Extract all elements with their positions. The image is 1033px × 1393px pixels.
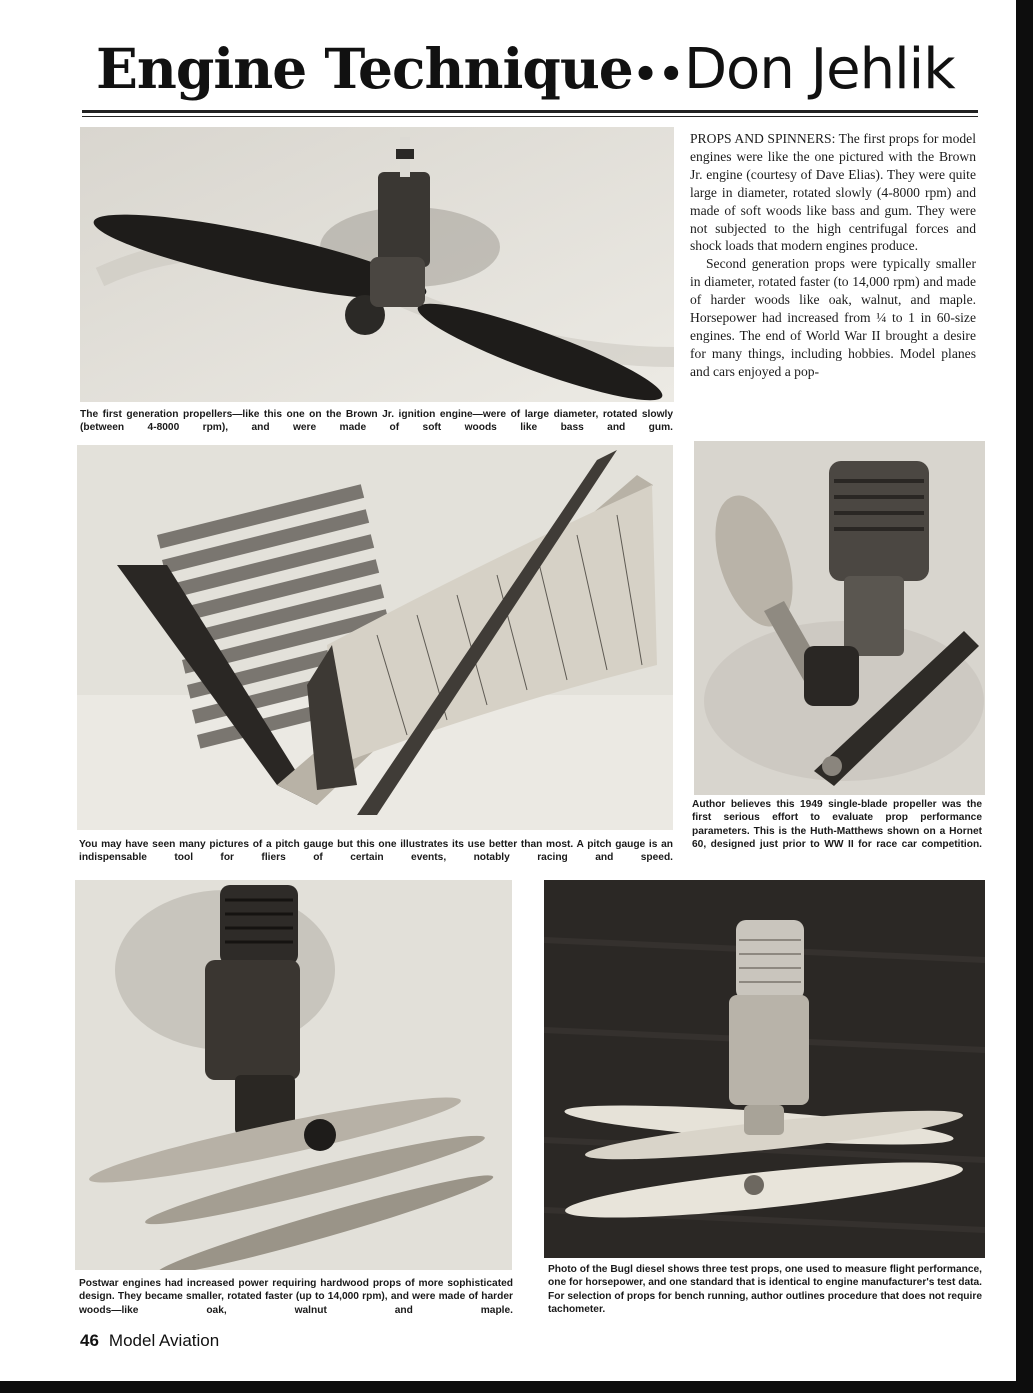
photo-brown-jr-engine — [80, 127, 674, 402]
scan-edge-bottom — [0, 1381, 1033, 1393]
caption-brown-jr: The first generation propellers—like this one on the Brown Jr. ignition engine—were of large diameter, rotated slowly (between 4-8000 rpm), and were made of soft woods like bass and gum. — [80, 409, 673, 434]
single-blade-prop-image — [694, 441, 985, 795]
pitch-gauge-image — [77, 445, 673, 830]
caption-pitch-gauge: You may have seen many pictures of a pitch gauge but this one illustrates its use better than most. A pitch gauge is an indispensable tool for fliers of certain events, notably racing and speed. — [79, 839, 673, 864]
caption-bugl: Photo of the Bugl diesel shows three test props, one used to measure flight performance, one for horsepower, and one standard that is identical to engine manufacturer's test data. For selection of props for bench running, author outlines procedure that does not require tachometer. — [548, 1264, 982, 1316]
title-author: Don Jehlik — [683, 37, 955, 102]
title-rule-thin — [82, 116, 978, 117]
brown-jr-engine-image — [80, 127, 674, 402]
page-number: 46 — [80, 1331, 99, 1350]
scan-edge-right — [1016, 0, 1033, 1393]
title-main: Engine Technique — [96, 36, 633, 101]
postwar-engine-image — [75, 880, 512, 1270]
caption-single-blade: Author believes this 1949 single-blade propeller was the first serious effort to evaluate prop performance parameters. This is the Huth-Matthews shown on a Hornet 60, designed just prior to WW II for race car competition. — [692, 799, 982, 851]
photo-single-blade-prop — [694, 441, 985, 795]
title-separator: •• — [632, 51, 684, 98]
publication-name: Model Aviation — [108, 1331, 220, 1350]
title-rule-thick — [82, 110, 978, 113]
page-footer — [80, 1331, 219, 1351]
article-title — [96, 36, 976, 108]
article-body — [690, 130, 976, 381]
paragraph-props-and-spinners: PROPS AND SPINNERS: The first props for model engines were like the one pictured with the Brown Jr. engine (courtesy of Dave Elias). They were quite large in diameter, rotated slowly (4-8000 rpm) and made of soft woods like bass and gum. They were not subjected to the high centrifugal forces and shock loads that modern engines produce. — [690, 131, 976, 254]
photo-bugl-diesel — [544, 880, 985, 1258]
paragraph-second-generation: Second generation props were typically smaller in diameter, rotated faster (to 14,000 rpm) and made of harder woods like oak, walnut, and maple. Horsepower had increased from ¼ to 1 in 60-size engines. The end of World War II brought a desire for many things, including hobbies. Model planes and cars enjoyed a pop- — [690, 256, 976, 379]
bugl-diesel-image — [544, 880, 985, 1258]
caption-postwar: Postwar engines had increased power requiring hardwood props of more sophisticated design. They became smaller, rotated faster (up to 14,000 rpm), and were made of harder woods—like oak, walnut and maple. — [79, 1278, 513, 1316]
photo-pitch-gauge — [77, 445, 673, 830]
photo-postwar-engine — [75, 880, 512, 1270]
